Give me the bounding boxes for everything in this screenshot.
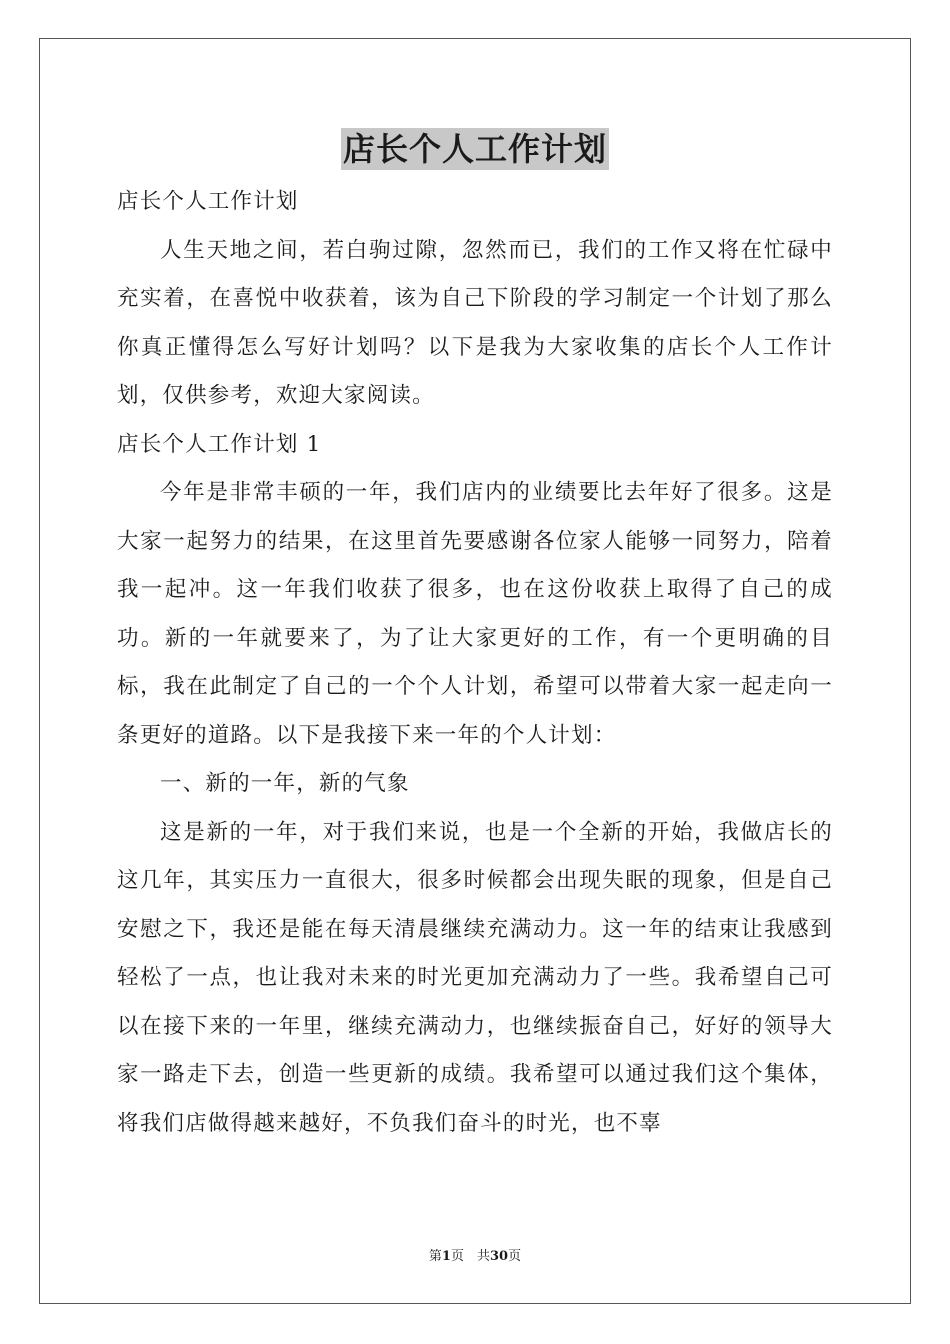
section-heading: 店长个人工作计划 <box>117 189 299 214</box>
document-title: 店长个人工作计划 <box>342 130 607 168</box>
body-paragraph: 今年是非常丰硕的一年，我们店内的业绩要比去年好了很多。这是大家一起努力的结果，在这里首先要感谢各位家人能够一同努力，陪着我一起冲。这一年我们收获了很多，也在这份收获上取得了自己的成功。新的一年就要来了，为了让大家更好的工作，有一个更明确的目标，我在此制定了自己的一个个人计划，希望可以带着大家一起走向一条更好的道路。以下是我接下来一年的个人计划： <box>117 480 833 748</box>
title-container <box>0 128 950 170</box>
current-page-number: 1 <box>441 1249 451 1264</box>
subheading: 一、新的一年，新的气象 <box>160 771 410 796</box>
body-paragraph: 这是新的一年，对于我们来说，也是一个全新的开始，我做店长的这几年，其实压力一直很大，很多时候都会出现失眠的现象，但是自己安慰之下，我还是能在每天清晨继续充满动力。这一年的结束让我感到轻松了一点，也让我对未来的时光更加充满动力了一些。我希望自己可以在接下来的一年里，继续充满动力，也继续振奋自己，好好的领导大家一路走下去，创造一些更新的成绩。我希望可以通过我们这个集体，将我们店做得越来越好，不负我们奋斗的时光，也不辜 <box>117 819 833 1136</box>
section-heading: 店长个人工作计划 1 <box>117 431 322 457</box>
document-body <box>117 178 833 1148</box>
page-suffix: 页 <box>508 1249 522 1264</box>
intro-paragraph: 人生天地之间，若白驹过隙，忽然而已，我们的工作又将在忙碌中充实着，在喜悦中收获着，该为自己下阶段的学习制定一个计划了那么你真正懂得怎么写好计划吗？以下是我为大家收集的店长个人工作计划，仅供参考，欢迎大家阅读。 <box>117 237 833 408</box>
page-mid: 页 共 <box>450 1249 490 1264</box>
page-footer <box>0 1245 950 1264</box>
page-prefix: 第 <box>428 1249 442 1264</box>
total-pages-number: 30 <box>489 1249 509 1264</box>
